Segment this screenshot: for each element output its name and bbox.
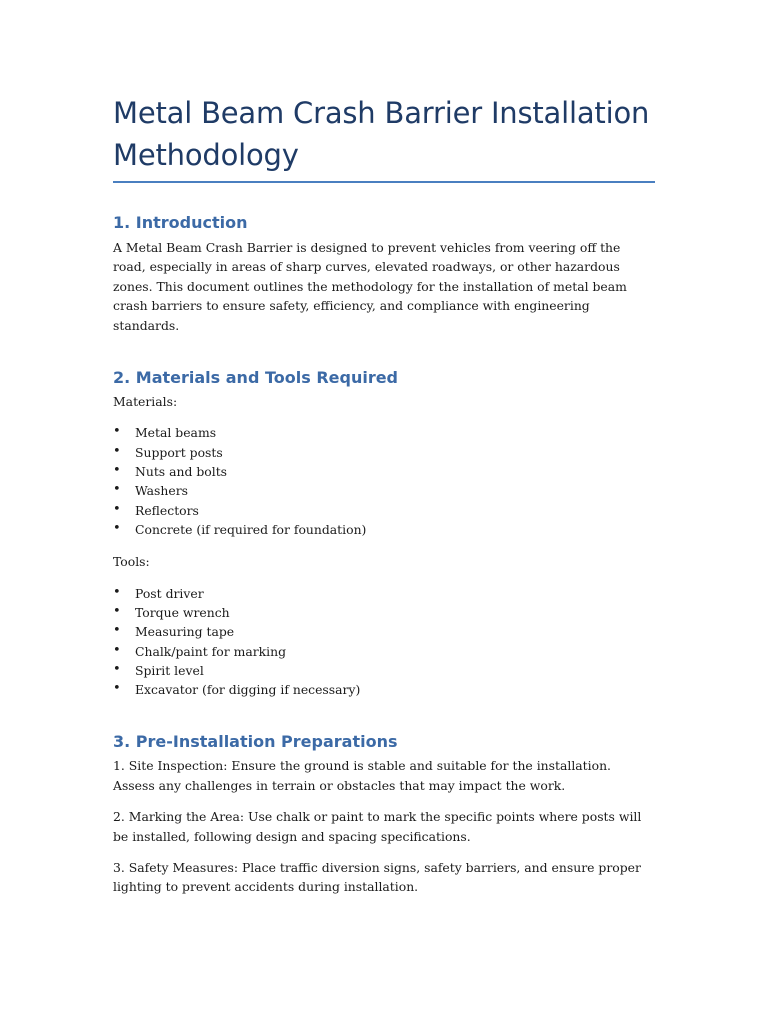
document-title: Metal Beam Crash Barrier Installation Methodology <box>113 96 650 172</box>
list-item <box>113 423 655 442</box>
list-item <box>113 661 655 680</box>
bullet-icon: • <box>113 584 121 600</box>
pre-installation-step: 1. Site Inspection: Ensure the ground is stable and suitable for the installation. Assess any challenges in terrain or obstacles that may impact the work. <box>113 758 611 793</box>
list-item-text: Post driver <box>135 585 204 601</box>
document-page <box>113 92 655 897</box>
title-underline <box>113 181 655 183</box>
list-item <box>113 481 655 500</box>
pre-installation-step: 2. Marking the Area: Use chalk or paint to mark the specific points where posts will be installed, following design and spacing specifications. <box>113 809 642 844</box>
list-item-text: Washers <box>135 483 188 499</box>
bullet-icon: • <box>113 661 121 677</box>
list-item-text: Support posts <box>135 444 223 460</box>
bullet-icon: • <box>113 603 121 619</box>
materials-label: Materials: <box>113 394 178 410</box>
heading-materials-tools: 2. Materials and Tools Required <box>113 368 399 388</box>
list-item-text: Reflectors <box>135 502 199 518</box>
bullet-icon: • <box>113 501 121 517</box>
list-item-text: Torque wrench <box>135 604 230 620</box>
list-item-text: Excavator (for digging if necessary) <box>135 682 361 698</box>
bullet-icon: • <box>113 681 121 697</box>
materials-list <box>113 423 655 539</box>
tools-label: Tools: <box>113 554 150 570</box>
heading-introduction: 1. Introduction <box>113 213 248 232</box>
list-item <box>113 622 655 641</box>
list-item-text: Chalk/paint for marking <box>135 643 287 659</box>
list-item-text: Metal beams <box>135 425 217 441</box>
bullet-icon: • <box>113 623 121 639</box>
list-item <box>113 501 655 520</box>
bullet-icon: • <box>113 482 121 498</box>
introduction-paragraph: A Metal Beam Crash Barrier is designed to prevent vehicles from veering off the road, especially in areas of sharp curves, elevated roadways, or other hazardous zones. This document outlines the methodology for the installation of metal beam crash barriers to ensure safety, efficiency, and compliance with engineering standards. <box>113 240 627 333</box>
list-item <box>113 603 655 622</box>
bullet-icon: • <box>113 520 121 536</box>
list-item-text: Concrete (if required for foundation) <box>135 521 367 537</box>
pre-installation-step: 3. Safety Measures: Place traffic diversion signs, safety barriers, and ensure proper lighting to prevent accidents during installation. <box>113 860 641 895</box>
bullet-icon: • <box>113 443 121 459</box>
list-item-text: Nuts and bolts <box>135 464 228 480</box>
bullet-icon: • <box>113 642 121 658</box>
list-item <box>113 680 655 699</box>
list-item <box>113 584 655 603</box>
bullet-icon: • <box>113 463 121 479</box>
list-item-text: Measuring tape <box>135 624 235 640</box>
bullet-icon: • <box>113 424 121 440</box>
list-item <box>113 462 655 481</box>
tools-list <box>113 584 655 700</box>
list-item <box>113 642 655 661</box>
list-item <box>113 520 655 539</box>
list-item-text: Spirit level <box>135 662 204 678</box>
heading-pre-installation: 3. Pre-Installation Preparations <box>113 732 398 752</box>
list-item <box>113 443 655 462</box>
